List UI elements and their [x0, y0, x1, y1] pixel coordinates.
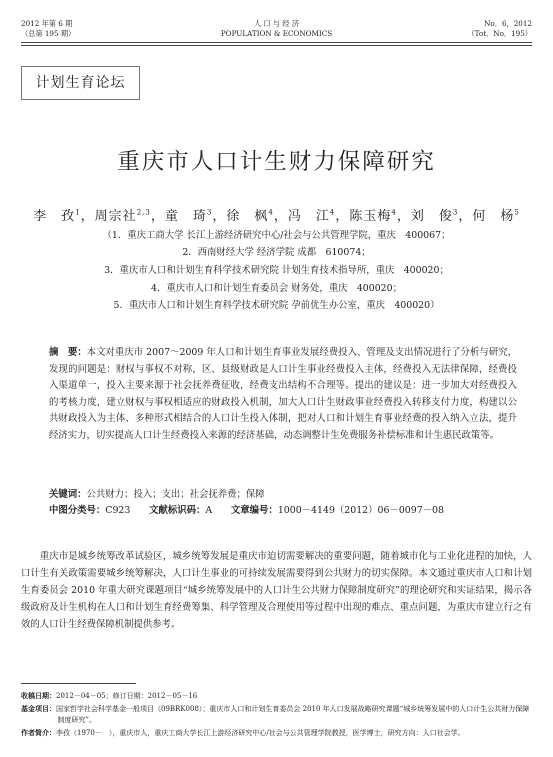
header-rule-thick: [21, 42, 532, 43]
author-affiliation-marker: 3: [206, 208, 213, 217]
keywords-text: 公共财力；投入；支出；社会抚养费；保障: [86, 489, 265, 500]
header-rule-thin: [21, 45, 532, 46]
author-separator: ，: [80, 209, 95, 224]
footnote-received-label: 收稿日期：: [21, 691, 56, 700]
author-separator: ，: [150, 209, 165, 224]
author-separator: ，: [335, 209, 350, 224]
author-affiliation-marker: 1: [75, 208, 81, 217]
author-affiliation-marker: 4: [268, 208, 274, 217]
author-name: 童 琦: [164, 209, 207, 224]
footnote-fund-label: 基金项目：: [21, 704, 56, 713]
article-number-label: 文章编号：: [230, 505, 278, 516]
abstract: [49, 345, 517, 444]
author-name: 徐 枫: [226, 209, 269, 224]
article-title: 重庆市人口计生财力保障研究: [117, 149, 436, 175]
author-separator: ，: [396, 209, 411, 224]
journal-name-cn: 人 口 与 经 济: [253, 19, 300, 28]
affiliation-1: （1．重庆工商大学 长江上游经济研究中心/社会与公共管理学院，重庆 400067；: [102, 230, 451, 241]
footnote-received-text: 2012－04－05；修订日期：2012－05－16: [56, 692, 198, 700]
author-affiliation-marker: 4: [329, 208, 336, 217]
footnote-author-text: 李孜（1970－ ），重庆市人，重庆工商大学长江上游经济研究中心/社会与公共管理学院教授，医学博士，研究方向：人口社会学。: [56, 729, 465, 737]
affiliation-4: 4．重庆市人口和计划生育委员会 财务处，重庆 400020；: [151, 283, 402, 294]
abstract-label: 摘 要：: [49, 347, 87, 358]
author-affiliation-marker: 2,3: [136, 208, 151, 217]
author-separator: ，: [212, 209, 227, 224]
issue-line: 2012 年第 6 期: [21, 19, 73, 28]
author-affiliation-marker: 4: [391, 208, 397, 217]
author-affiliation-marker: 5: [514, 208, 520, 217]
footnote-author-label: 作者简介：: [21, 728, 56, 737]
author-name: 刘 俊: [410, 209, 453, 224]
doc-code-label: 文献标识码：: [149, 505, 206, 516]
keywords-label: 关键词：: [49, 489, 87, 500]
affiliation-5: 5．重庆市人口和计划生育科学技术研究院 孕前优生办公室，重庆 400020）: [113, 300, 440, 311]
footnote-received: [21, 690, 532, 739]
affiliation-2: 2．西南财经大学 经济学院 成都 610074；: [182, 247, 371, 258]
running-header-right: [467, 19, 532, 39]
author-separator: ，: [458, 209, 473, 224]
keywords: [49, 487, 517, 504]
issue-number-en: No．6，2012: [484, 19, 532, 28]
article-number: 1000－4149（2012）06－0097－08: [277, 505, 444, 516]
journal-name-en: POPULATION & ECONOMICS: [220, 29, 333, 38]
author-affiliation-marker: 3: [452, 208, 459, 217]
body-paragraph: 重庆市是城乡统筹改革试验区，城乡统筹发展是重庆市迫切需要解决的重要问题，随着城市化与工业化进程的加快，人口计生有关政策需要城乡统筹解决，人口计生事业的可持续发展需要得到公共财力的切实保障。本文通过重庆市人口和计划生育委员会 2010 年重大研究课题项目“城乡统筹发展中的人口计生公共财力保障制度研究”的理论研究和实证结果，揭示各级政府及计生机构在人口和计划生育经费筹集、科学管理及合理使用等过程中出现的难点、重点问题，为重庆市建立行之有效的人口计生经费保障机制提供参考。: [21, 551, 532, 630]
column-label-box: 计划生育论坛: [21, 66, 140, 100]
author-name: 冯 江: [287, 209, 330, 224]
clc-label: 中图分类号：: [49, 505, 106, 516]
footnote-fund-text: 国家哲学社会科学基金一般项目（09BRK008）；重庆市人口和计划生育委员会 2010 年人口发展战略研究课题“城乡统筹发展中的人口计生公共财力保障制度研究”。: [56, 705, 530, 724]
author-name: 何 杨: [472, 209, 515, 224]
author-name: 陈玉梅: [349, 209, 392, 224]
abstract-text: 本文对重庆市 2007～2009 年人口和计划生育事业发展经费投入、管理及支出情况进行了分析与研究，发现的问题是：财权与事权不对称，区、县级财政是人口计生事业经费投入主体，经费投入无法律保障，经费投入渠道单一，投入主要来源于社会抚养费征收，经费支出结构不合理等。提出的建议是：进一步加大对经费投入的考核力度，建立财权与事权相适应的财政投入机制，加大人口计生财政事业经费投入转移支付力度，构建以公共财政投入为主体、多种形式相结合的人口计生投入体制，把对人口和计划生育事业经费的投入纳入立法，提升经济实力，切实提高人口计生经费投入来源的经济基础，动态调整计生免费服务补偿标准和计生惠民政策等。: [49, 347, 517, 441]
author-separator: ，: [273, 209, 288, 224]
author-list: [0, 205, 553, 224]
total-issue-line: （总第 195 期）: [21, 29, 76, 38]
clc-code: C923: [105, 505, 131, 516]
classification-line: [49, 503, 517, 520]
author-name: 李 孜: [33, 209, 76, 224]
author-name: 周宗社: [94, 209, 137, 224]
total-number-en: （Tot．No．195）: [467, 29, 532, 38]
footnote-rule: [21, 683, 136, 684]
doc-code: A: [205, 505, 213, 516]
affiliation-3: 3．重庆市人口和计划生育科学技术研究院 计划生育技术指导所，重庆 400020；: [104, 265, 449, 276]
